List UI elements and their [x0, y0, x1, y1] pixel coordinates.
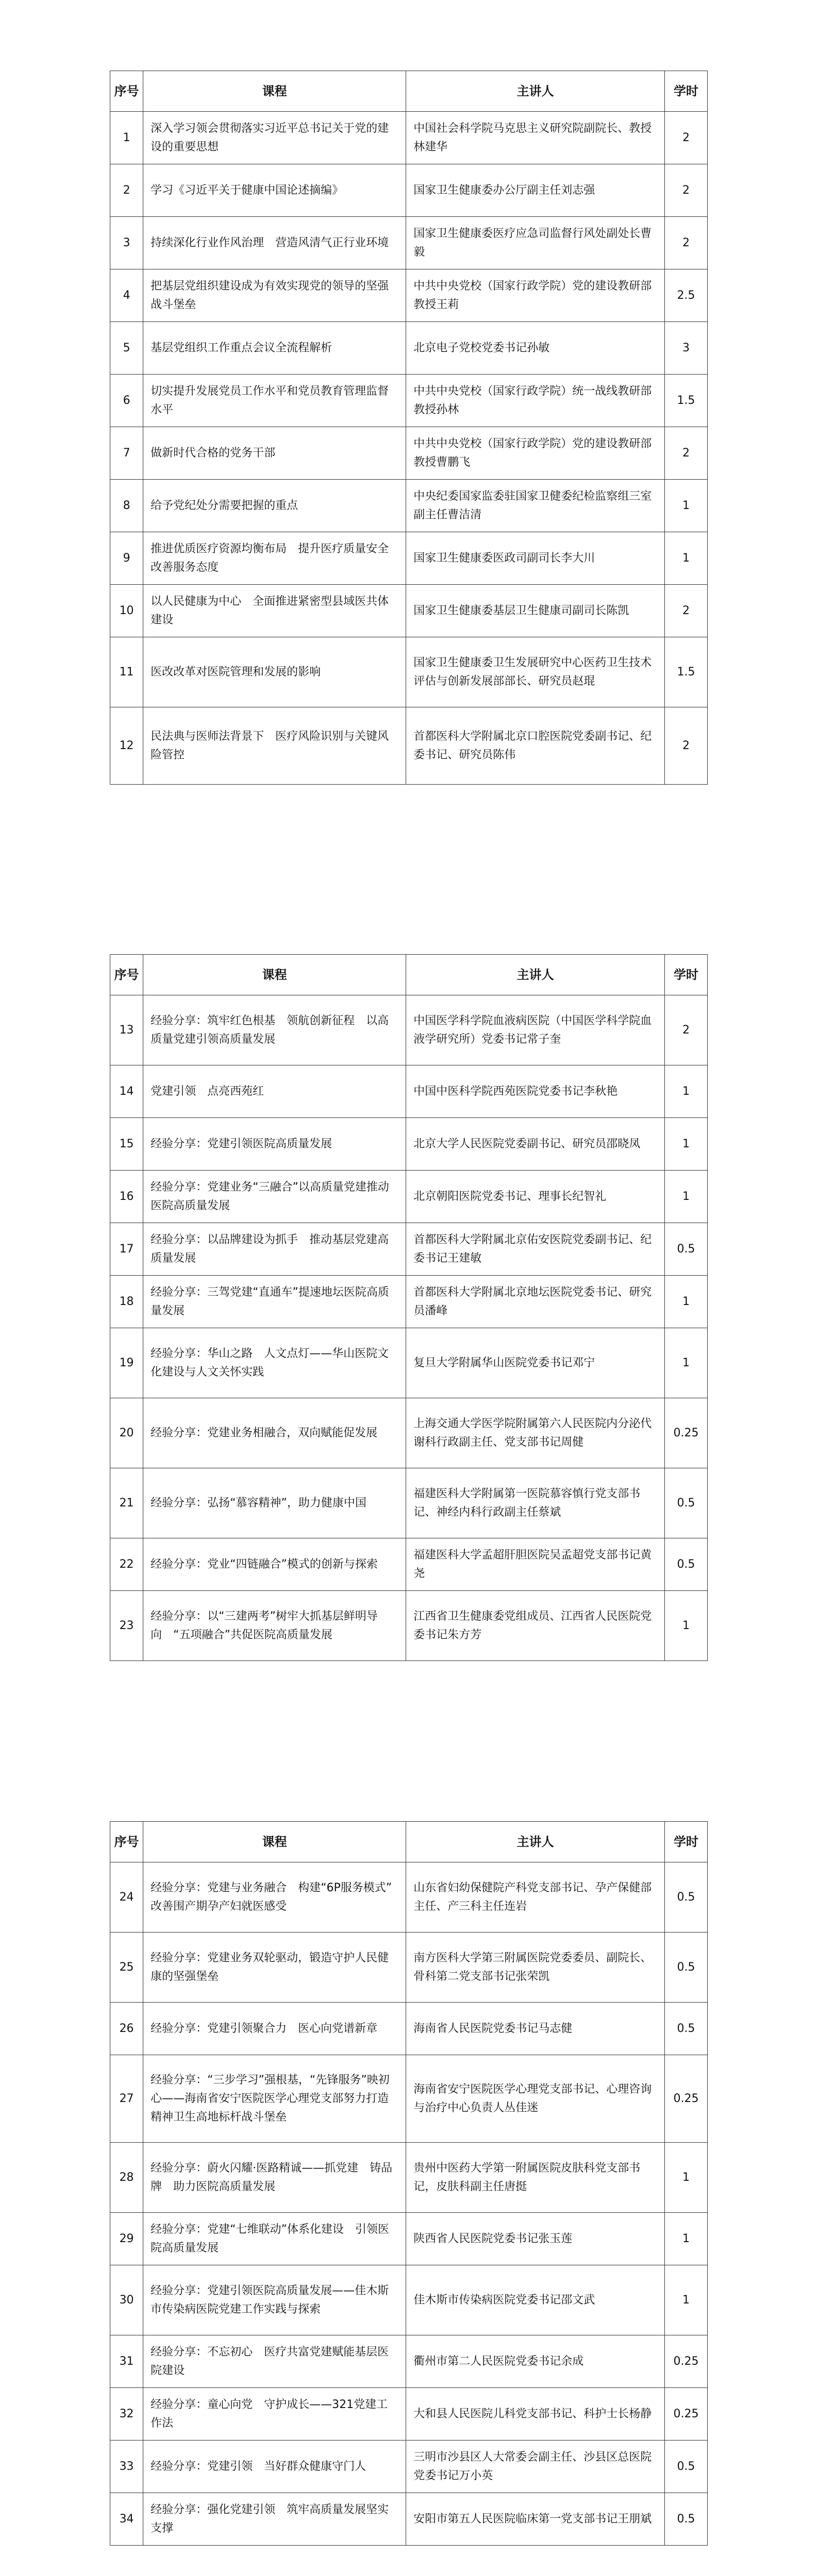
- row-no: 3: [110, 217, 143, 269]
- row-hours: 1.5: [664, 375, 707, 427]
- header-speaker: 主讲人: [406, 1822, 665, 1862]
- row-hours: 1: [664, 1118, 707, 1171]
- row-no: 2: [110, 164, 143, 217]
- row-no: 33: [110, 2441, 143, 2493]
- row-course: 深入学习领会贯彻落实习近平总书记关于党的建设的重要思想: [143, 112, 406, 164]
- row-speaker: 北京朝阳医院党委书记、理事长纪智礼: [406, 1171, 665, 1223]
- row-course: 做新时代合格的党务干部: [143, 427, 406, 480]
- row-hours: 0.25: [664, 2388, 707, 2441]
- row-no: 34: [110, 2493, 143, 2546]
- row-no: 9: [110, 532, 143, 585]
- table-row: [110, 585, 708, 637]
- row-speaker: 复旦大学附属华山医院党委书记邓宁: [406, 1328, 665, 1398]
- row-no: 23: [110, 1591, 143, 1661]
- row-hours: 0.25: [664, 2335, 707, 2388]
- row-speaker: 衢州市第二人民医院党委书记余成: [406, 2335, 665, 2388]
- row-speaker: 三明市沙县区人大常委会副主任、沙县区总医院党委书记万小英: [406, 2441, 665, 2493]
- header-course: 课程: [143, 1822, 406, 1862]
- table-row: [110, 2388, 708, 2441]
- row-hours: 2: [664, 164, 707, 217]
- row-speaker: 北京电子党校党委书记孙敏: [406, 322, 665, 375]
- table-row: [110, 637, 708, 707]
- row-speaker: 中共中央党校（国家行政学院）统一战线教研部教授孙林: [406, 375, 665, 427]
- row-hours: 2: [664, 707, 707, 785]
- row-hours: 2: [664, 112, 707, 164]
- row-hours: 0.5: [664, 1223, 707, 1276]
- row-no: 11: [110, 637, 143, 707]
- table-row: [110, 1171, 708, 1223]
- row-course: 持续深化行业作风治理 营造风清气正行业环境: [143, 217, 406, 269]
- table-row: [110, 322, 708, 375]
- row-course: 把基层党组织建设成为有效实现党的领导的坚强战斗堡垒: [143, 269, 406, 322]
- row-speaker: 国家卫生健康委医疗应急司监督行风处副处长曹毅: [406, 217, 665, 269]
- row-no: 5: [110, 322, 143, 375]
- row-speaker: 国家卫生健康委基层卫生健康司副司长陈凯: [406, 585, 665, 637]
- course-table-2: [110, 954, 708, 1661]
- row-hours: 2: [664, 217, 707, 269]
- table-row: [110, 1468, 708, 1538]
- row-speaker: 海南省安宁医院医学心理党支部书记、心理咨询与治疗中心负责人丛佳迷: [406, 2055, 665, 2143]
- table-row: [110, 2143, 708, 2213]
- row-hours: 2: [664, 995, 707, 1065]
- table-row: [110, 217, 708, 269]
- row-no: 8: [110, 480, 143, 532]
- table-row: [110, 1328, 708, 1398]
- header-speaker: 主讲人: [406, 955, 665, 995]
- header-course: 课程: [143, 71, 406, 112]
- row-speaker: 中国医学科学院血液病医院（中国医学科学院血液学研究所）党委书记常子奎: [406, 995, 665, 1065]
- row-speaker: 中共中央党校（国家行政学院）党的建设教研部教授王莉: [406, 269, 665, 322]
- row-speaker: 大和县人民医院儿科党支部书记、科护士长杨静: [406, 2388, 665, 2441]
- table-row: [110, 269, 708, 322]
- row-speaker: 中共中央党校（国家行政学院）党的建设教研部教授曹鹏飞: [406, 427, 665, 480]
- row-hours: 2: [664, 427, 707, 480]
- row-course: 党建引领 点亮西苑红: [143, 1065, 406, 1118]
- row-no: 32: [110, 2388, 143, 2441]
- row-no: 31: [110, 2335, 143, 2388]
- row-hours: 1: [664, 1276, 707, 1328]
- row-course: 经验分享：党建业务“三融合”以高质量党建推动医院高质量发展: [143, 1171, 406, 1223]
- row-course: 经验分享：华山之路 人文点灯——华山医院文化建设与人文关怀实践: [143, 1328, 406, 1398]
- table-row: [110, 2493, 708, 2546]
- row-no: 14: [110, 1065, 143, 1118]
- row-hours: 1: [664, 2265, 707, 2335]
- table-2-body: [110, 995, 708, 1661]
- row-speaker: 南方医科大学第三附属医院党委委员、副院长、骨科第二党支部书记张荣凯: [406, 1933, 665, 2003]
- row-hours: 1: [664, 1065, 707, 1118]
- table-row: [110, 1538, 708, 1591]
- row-course: 经验分享：弘扬“慕容精神”，助力健康中国: [143, 1468, 406, 1538]
- row-course: 经验分享：党建业务相融合，双向赋能促发展: [143, 1398, 406, 1468]
- table-row: [110, 532, 708, 585]
- row-course: 经验分享：党建引领医院高质量发展——佳木斯市传染病医院党建工作实践与探索: [143, 2265, 406, 2335]
- row-course: 切实提升发展党员工作水平和党员教育管理监督水平: [143, 375, 406, 427]
- table-row: [110, 2335, 708, 2388]
- row-speaker: 贵州中医药大学第一附属医院皮肤科党支部书记，皮肤科副主任唐挺: [406, 2143, 665, 2213]
- row-course: 经验分享：以品牌建设为抓手 推动基层党建高质量发展: [143, 1223, 406, 1276]
- header-hours: 学时: [664, 71, 707, 112]
- row-hours: 0.5: [664, 1862, 707, 1933]
- row-hours: 1: [664, 532, 707, 585]
- row-hours: 1.5: [664, 637, 707, 707]
- table-3-body: [110, 1862, 708, 2546]
- row-no: 18: [110, 1276, 143, 1328]
- row-speaker: 江西省卫生健康委党组成员、江西省人民医院党委书记朱方芳: [406, 1591, 665, 1661]
- table-row: [110, 1118, 708, 1171]
- row-course: 经验分享：筑牢红色根基 领航创新征程 以高质量党建引领高质量发展: [143, 995, 406, 1065]
- row-no: 19: [110, 1328, 143, 1398]
- row-no: 25: [110, 1933, 143, 2003]
- header-speaker: 主讲人: [406, 71, 665, 112]
- row-course: 给予党纪处分需要把握的重点: [143, 480, 406, 532]
- row-no: 10: [110, 585, 143, 637]
- row-no: 4: [110, 269, 143, 322]
- row-hours: 3: [664, 322, 707, 375]
- row-no: 28: [110, 2143, 143, 2213]
- row-hours: 0.5: [664, 1468, 707, 1538]
- row-course: 经验分享：党建引领聚合力 医心向党谱新章: [143, 2003, 406, 2055]
- row-no: 21: [110, 1468, 143, 1538]
- table-1-body: [110, 112, 708, 785]
- row-speaker: 上海交通大学医学院附属第六人民医院内分泌代谢科行政副主任、党支部书记周健: [406, 1398, 665, 1468]
- header-no: 序号: [110, 71, 143, 112]
- row-no: 17: [110, 1223, 143, 1276]
- row-hours: 1: [664, 2143, 707, 2213]
- row-no: 12: [110, 707, 143, 785]
- row-speaker: 中国社会科学院马克思主义研究院副院长、教授林建华: [406, 112, 665, 164]
- row-no: 29: [110, 2213, 143, 2265]
- table-row: [110, 1862, 708, 1933]
- row-speaker: 山东省妇幼保健院产科党支部书记、孕产保健部主任、产三科主任连岩: [406, 1862, 665, 1933]
- row-no: 13: [110, 995, 143, 1065]
- header-course: 课程: [143, 955, 406, 995]
- row-hours: 0.25: [664, 1398, 707, 1468]
- row-hours: 0.5: [664, 1538, 707, 1591]
- row-hours: 0.25: [664, 2055, 707, 2143]
- row-speaker: 首都医科大学附属北京佑安医院党委副书记、纪委书记王建敏: [406, 1223, 665, 1276]
- row-speaker: 国家卫生健康委卫生发展研究中心医药卫生技术评估与创新发展部部长、研究员赵琨: [406, 637, 665, 707]
- table-row: [110, 2265, 708, 2335]
- row-course: 经验分享：党建引领 当好群众健康守门人: [143, 2441, 406, 2493]
- row-speaker: 海南省人民医院党委书记马志健: [406, 2003, 665, 2055]
- row-speaker: 首都医科大学附属北京口腔医院党委副书记、纪委书记、研究员陈伟: [406, 707, 665, 785]
- row-course: 基层党组织工作重点会议全流程解析: [143, 322, 406, 375]
- table-row: [110, 2003, 708, 2055]
- course-table-1: [110, 71, 708, 785]
- row-hours: 1: [664, 1328, 707, 1398]
- row-hours: 1: [664, 1171, 707, 1223]
- table-row: [110, 2055, 708, 2143]
- header-no: 序号: [110, 955, 143, 995]
- row-hours: 0.5: [664, 2003, 707, 2055]
- row-hours: 0.5: [664, 1933, 707, 2003]
- row-speaker: 安阳市第五人民医院临床第一党支部书记王朋斌: [406, 2493, 665, 2546]
- table-row: [110, 480, 708, 532]
- row-hours: 0.5: [664, 2441, 707, 2493]
- row-course: 民法典与医师法背景下 医疗风险识别与关键风险管控: [143, 707, 406, 785]
- header-hours: 学时: [664, 955, 707, 995]
- row-course: 经验分享：以“三建两考”树牢大抓基层鲜明导向 “五项融合”共促医院高质量发展: [143, 1591, 406, 1661]
- row-course: 学习《习近平关于健康中国论述摘编》: [143, 164, 406, 217]
- row-course: 经验分享：童心向党 守护成长——321党建工作法: [143, 2388, 406, 2441]
- row-course: 经验分享：党建与业务融合 构建“6P服务模式” 改善围产期孕产妇就医感受: [143, 1862, 406, 1933]
- row-no: 22: [110, 1538, 143, 1591]
- row-hours: 1: [664, 1591, 707, 1661]
- table-row: [110, 2441, 708, 2493]
- row-no: 26: [110, 2003, 143, 2055]
- table-row: [110, 1933, 708, 2003]
- row-course: 推进优质医疗资源均衡布局 提升医疗质量安全改善服务态度: [143, 532, 406, 585]
- row-course: 经验分享：蔚火闪耀·医路精诚——抓党建 铸品牌 助力医院高质量发展: [143, 2143, 406, 2213]
- table-row: [110, 1591, 708, 1661]
- row-no: 15: [110, 1118, 143, 1171]
- header-row: [110, 955, 708, 995]
- row-hours: 2: [664, 585, 707, 637]
- header-no: 序号: [110, 1822, 143, 1862]
- table-row: [110, 112, 708, 164]
- header-row: [110, 1822, 708, 1862]
- row-course: 经验分享：“三步学习”强根基，“先锋服务”映初心——海南省安宁医院医学心理党支部努力打造精神卫生高地标杆战斗堡垒: [143, 2055, 406, 2143]
- row-no: 24: [110, 1862, 143, 1933]
- row-hours: 1: [664, 2213, 707, 2265]
- row-hours: 1: [664, 480, 707, 532]
- row-no: 27: [110, 2055, 143, 2143]
- table-row: [110, 2213, 708, 2265]
- row-course: 经验分享：党业“四链融合”模式的创新与探索: [143, 1538, 406, 1591]
- row-speaker: 中国中医科学院西苑医院党委书记李秋艳: [406, 1065, 665, 1118]
- row-no: 16: [110, 1171, 143, 1223]
- row-speaker: 福建医科大学附属第一医院慕容慎行党支部书记、神经内科行政副主任蔡斌: [406, 1468, 665, 1538]
- table-row: [110, 1276, 708, 1328]
- row-speaker: 中央纪委国家监委驻国家卫健委纪检监察组三室副主任曹洁清: [406, 480, 665, 532]
- row-speaker: 陕西省人民医院党委书记张玉莲: [406, 2213, 665, 2265]
- table-row: [110, 1065, 708, 1118]
- header-row: [110, 71, 708, 112]
- row-speaker: 首都医科大学附属北京地坛医院党委书记、研究员潘峰: [406, 1276, 665, 1328]
- row-course: 经验分享：党建业务双轮驱动，锻造守护人民健康的坚强堡垒: [143, 1933, 406, 2003]
- row-speaker: 佳木斯市传染病医院党委书记邵文武: [406, 2265, 665, 2335]
- row-course: 经验分享：强化党建引领 筑牢高质量发展坚实支撑: [143, 2493, 406, 2546]
- header-hours: 学时: [664, 1822, 707, 1862]
- row-no: 20: [110, 1398, 143, 1468]
- table-row: [110, 427, 708, 480]
- table-row: [110, 995, 708, 1065]
- row-course: 经验分享：党建引领医院高质量发展: [143, 1118, 406, 1171]
- row-no: 1: [110, 112, 143, 164]
- table-row: [110, 375, 708, 427]
- row-course: 经验分享：党建“七维联动”体系化建设 引领医院高质量发展: [143, 2213, 406, 2265]
- row-course: 以人民健康为中心 全面推进紧密型县域医共体建设: [143, 585, 406, 637]
- row-course: 经验分享：三驾党建“直通车”提速地坛医院高质量发展: [143, 1276, 406, 1328]
- table-row: [110, 164, 708, 217]
- row-hours: 0.5: [664, 2493, 707, 2546]
- row-no: 6: [110, 375, 143, 427]
- row-course: 经验分享：不忘初心 医疗共富党建赋能基层医院建设: [143, 2335, 406, 2388]
- row-speaker: 福建医科大学孟超肝胆医院吴孟超党支部书记黄尧: [406, 1538, 665, 1591]
- row-speaker: 国家卫生健康委办公厅副主任刘志强: [406, 164, 665, 217]
- table-row: [110, 1398, 708, 1468]
- row-speaker: 国家卫生健康委医政司副司长李大川: [406, 532, 665, 585]
- row-hours: 2.5: [664, 269, 707, 322]
- table-row: [110, 707, 708, 785]
- row-no: 30: [110, 2265, 143, 2335]
- course-table-3: [110, 1821, 708, 2546]
- table-row: [110, 1223, 708, 1276]
- row-course: 医改改革对医院管理和发展的影响: [143, 637, 406, 707]
- row-speaker: 北京大学人民医院党委副书记、研究员邵晓凤: [406, 1118, 665, 1171]
- row-no: 7: [110, 427, 143, 480]
